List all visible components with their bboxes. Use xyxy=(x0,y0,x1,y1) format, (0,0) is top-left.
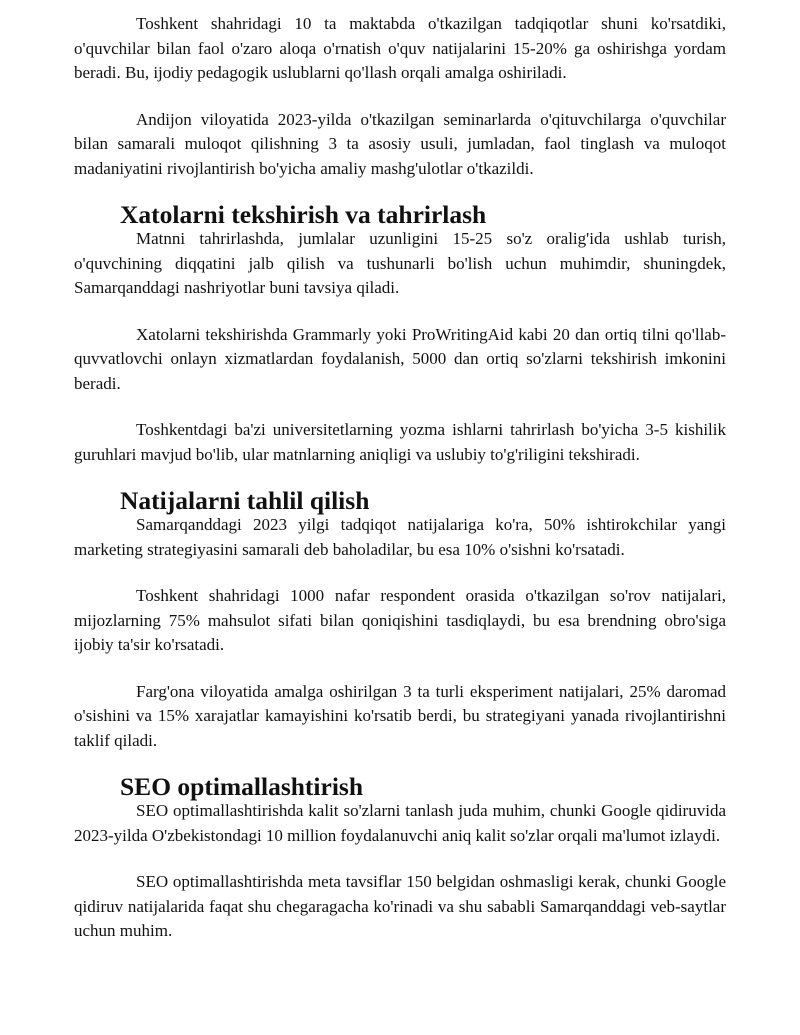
section-seo xyxy=(74,772,726,944)
document-page xyxy=(74,12,726,966)
paragraph: Xatolarni tekshirishda Grammarly yoki ProWritingAid kabi 20 dan ortiq tilni qo'llab-quvvatlovchi onlayn xizmatlardan foydalanish, 5000 dan ortiq so'zlarni tekshirish imkonini beradi. xyxy=(74,324,726,393)
paragraph: Andijon viloyatida 2023-yilda o'tkazilgan seminarlarda o'qituvchilarga o'quvchilar bilan samarali muloqot qilishning 3 ta asosiy usuli, jumladan, faol tinglash va muloqot madaniyatini rivojlantirish bo'yicha amaliy mashg'ulotlar o'tkazildi. xyxy=(74,109,726,178)
paragraph: SEO optimallashtirishda meta tavsiflar 150 belgidan oshmasligi kerak, chunki Google qidiruv natijalarida faqat shu chegaragacha ko'rinadi va shu sababli Samarqanddagi veb-saytlar uchun muhim. xyxy=(74,872,726,940)
section-heading: Xatolarni tekshirish va tahrirlash xyxy=(120,200,487,229)
paragraph: Farg'ona viloyatida amalga oshirilgan 3 ta turli eksperiment natijalari, 25% daromad o'sishini va 15% xarajatlar kamayishini ko'rsatib berdi, bu strategiyani yanada rivojlantirishni taklif qiladi. xyxy=(74,681,726,750)
section-results-analysis xyxy=(74,486,726,753)
paragraph: Samarqanddagi 2023 yilgi tadqiqot natijalariga ko'ra, 50% ishtirokchilar yangi marketing strategiyasini samarali deb baholadilar, bu esa 10% o'sishni ko'rsatadi. xyxy=(74,515,726,559)
paragraph: SEO optimallashtirishda kalit so'zlarni tanlash juda muhim, chunki Google qidiruvida 2023-yilda O'zbekistondagi 10 million foydalanuvchi aniq kalit so'zlar orqali ma'lumot izlaydi. xyxy=(74,801,726,845)
section-heading: Natijalarni tahlil qilish xyxy=(120,486,370,515)
section-heading: SEO optimallashtirish xyxy=(120,772,364,801)
paragraph: Toshkent shahridagi 1000 nafar respondent orasida o'tkazilgan so'rov natijalari, mijozlarning 75% mahsulot sifati bilan qoniqishini tasdiqlaydi, bu esa brendning obro'siga ijobiy ta'sir ko'rsatadi. xyxy=(74,586,726,654)
paragraph: Toshkent shahridagi 10 ta maktabda o'tkazilgan tadqiqotlar shuni ko'rsatdiki, o'quvchilar bilan faol o'zaro aloqa o'rnatish o'quv natijalarini 15-20% ga oshirishga yordam beradi. Bu, ijodiy pedagogik uslublarni qo'llash orqali amalga oshiriladi. xyxy=(74,14,726,82)
intro-section xyxy=(74,12,726,181)
paragraph: Matnni tahrirlashda, jumlalar uzunligini 15-25 so'z oralig'ida ushlab turish, o'quvchining diqqatini jalb qilish va tushunarli bo'lish uchun muhimdir, shuningdek, Samarqanddagi nashriyotlar buni tavsiya qiladi. xyxy=(74,229,726,297)
section-error-checking xyxy=(74,200,726,467)
paragraph: Toshkentdagi ba'zi universitetlarning yozma ishlarni tahrirlash bo'yicha 3-5 kishilik guruhlari mavjud bo'lib, ular matnlarning aniqligi va uslubiy to'g'riligini tekshiradi. xyxy=(74,420,726,464)
